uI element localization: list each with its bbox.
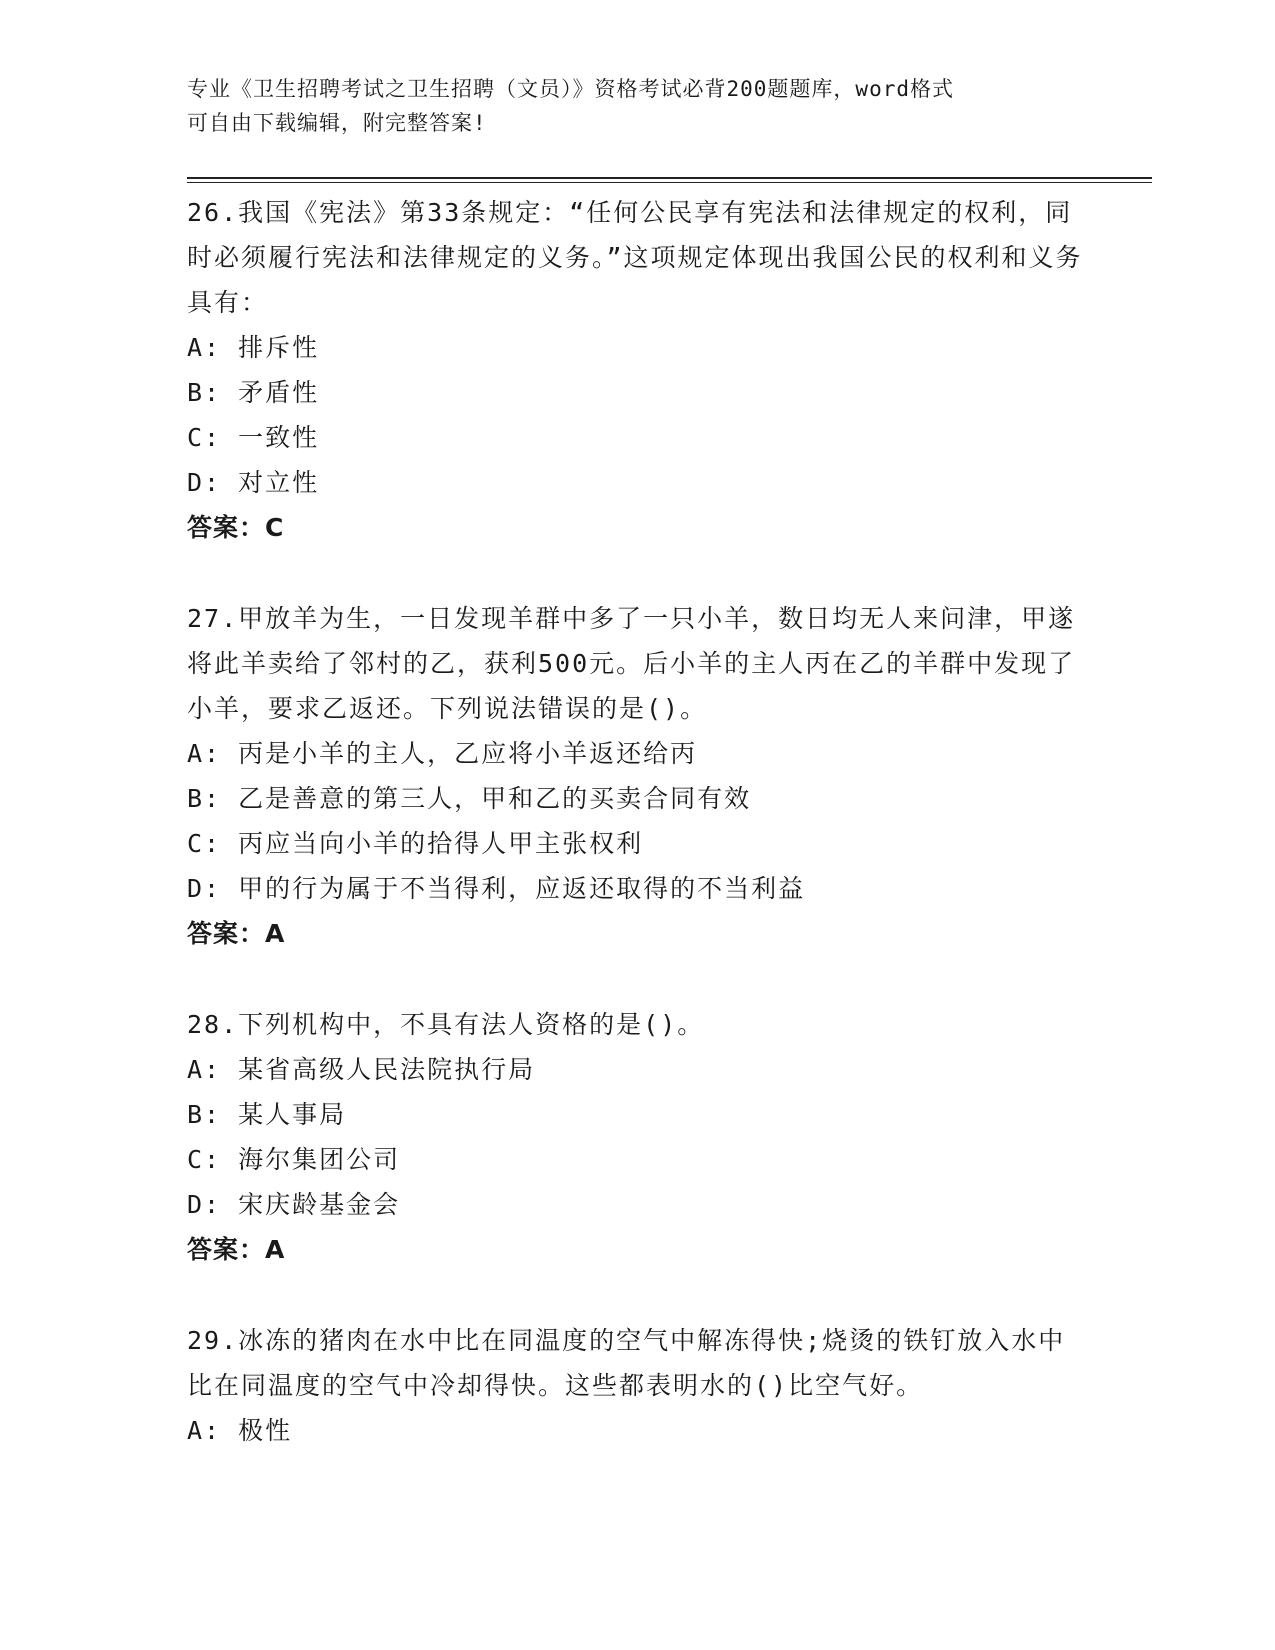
option-b: B: 乙是善意的第三人，甲和乙的买卖合同有效 <box>187 784 752 813</box>
question-29 <box>187 1318 1087 1453</box>
question-stem: 26.我国《宪法》第33条规定：“任何公民享有宪法和法律规定的权利，同时必须履行宪法和法律规定的义务。”这项规定体现出我国公民的权利和义务具有： <box>187 198 1083 317</box>
option-c: C: 一致性 <box>187 423 320 452</box>
option-d: D: 宋庆龄基金会 <box>187 1190 401 1219</box>
question-27 <box>187 596 1087 956</box>
option-a: A: 排斥性 <box>187 333 320 362</box>
option-b: B: 矛盾性 <box>187 378 320 407</box>
question-stem: 29.冰冻的猪肉在水中比在同温度的空气中解冻得快;烧烫的铁钉放入水中比在同温度的空气中冷却得快。这些都表明水的()比空气好。 <box>187 1326 1066 1400</box>
header-line-2: 可自由下载编辑，附完整答案! <box>187 111 487 135</box>
option-d: D: 甲的行为属于不当得利，应返还取得的不当利益 <box>187 874 806 903</box>
question-26 <box>187 190 1087 550</box>
question-stem: 28.下列机构中，不具有法人资格的是()。 <box>187 1010 705 1039</box>
header-rule-thin <box>187 182 1152 183</box>
option-c: C: 丙应当向小羊的拾得人甲主张权利 <box>187 829 644 858</box>
question-list <box>187 190 1087 1499</box>
answer: 答案：A <box>187 919 286 948</box>
document-header <box>187 72 1067 140</box>
option-a: A: 某省高级人民法院执行局 <box>187 1055 536 1084</box>
option-c: C: 海尔集团公司 <box>187 1145 401 1174</box>
header-line-1: 专业《卫生招聘考试之卫生招聘（文员）》资格考试必背200题题库，word格式 <box>187 77 954 101</box>
option-b: B: 某人事局 <box>187 1100 347 1129</box>
answer: 答案：A <box>187 1235 286 1264</box>
question-stem: 27.甲放羊为生，一日发现羊群中多了一只小羊，数日均无人来问津，甲遂将此羊卖给了邻村的乙，获利500元。后小羊的主人丙在乙的羊群中发现了小羊，要求乙返还。下列说法错误的是()。 <box>187 604 1076 723</box>
option-a: A: 极性 <box>187 1416 293 1445</box>
answer: 答案：C <box>187 513 285 542</box>
question-28 <box>187 1002 1087 1272</box>
option-a: A: 丙是小羊的主人，乙应将小羊返还给丙 <box>187 739 698 768</box>
option-d: D: 对立性 <box>187 468 320 497</box>
header-rule-thick <box>187 177 1152 179</box>
